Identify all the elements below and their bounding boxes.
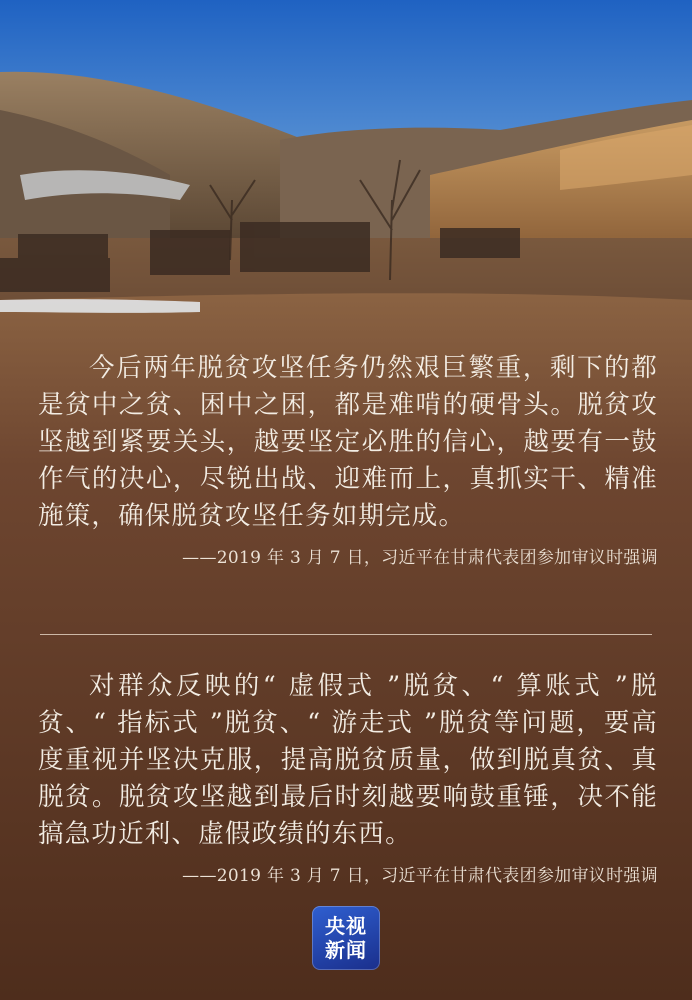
cctv-news-logo: [312, 906, 380, 970]
quote-block-2: [38, 668, 658, 886]
quote-block-1: [38, 350, 658, 568]
quote-source-1: ——2019 年 3 月 7 日，习近平在甘肃代表团参加审议时强调: [182, 548, 658, 568]
quote-text-2: 对群众反映的“ 虚假式 ”脱贫、“ 算账式 ”脱贫、“ 指标式 ”脱贫、“ 游走式 ”脱贫等问题，要高度重视并坚决克服，提高脱贫质量，做到脱真贫、真脱贫。脱贫攻坚越到最后时刻越要响鼓重锤，决不能搞急功近利、虚假政绩的东西。: [38, 671, 658, 849]
logo-line-2: 新闻: [325, 938, 367, 962]
logo-line-1: 央视: [325, 914, 367, 938]
quote-text-1: 今后两年脱贫攻坚任务仍然艰巨繁重，剩下的都是贫中之贫、困中之困，都是难啃的硬骨头。脱贫攻坚越到紧要关头，越要坚定必胜的信心，越要有一鼓作气的决心，尽锐出战、迎难而上，真抓实干、精准施策，确保脱贫攻坚任务如期完成。: [38, 353, 658, 531]
divider-line: [40, 634, 652, 635]
quote-source-2: ——2019 年 3 月 7 日，习近平在甘肃代表团参加审议时强调: [182, 866, 658, 886]
